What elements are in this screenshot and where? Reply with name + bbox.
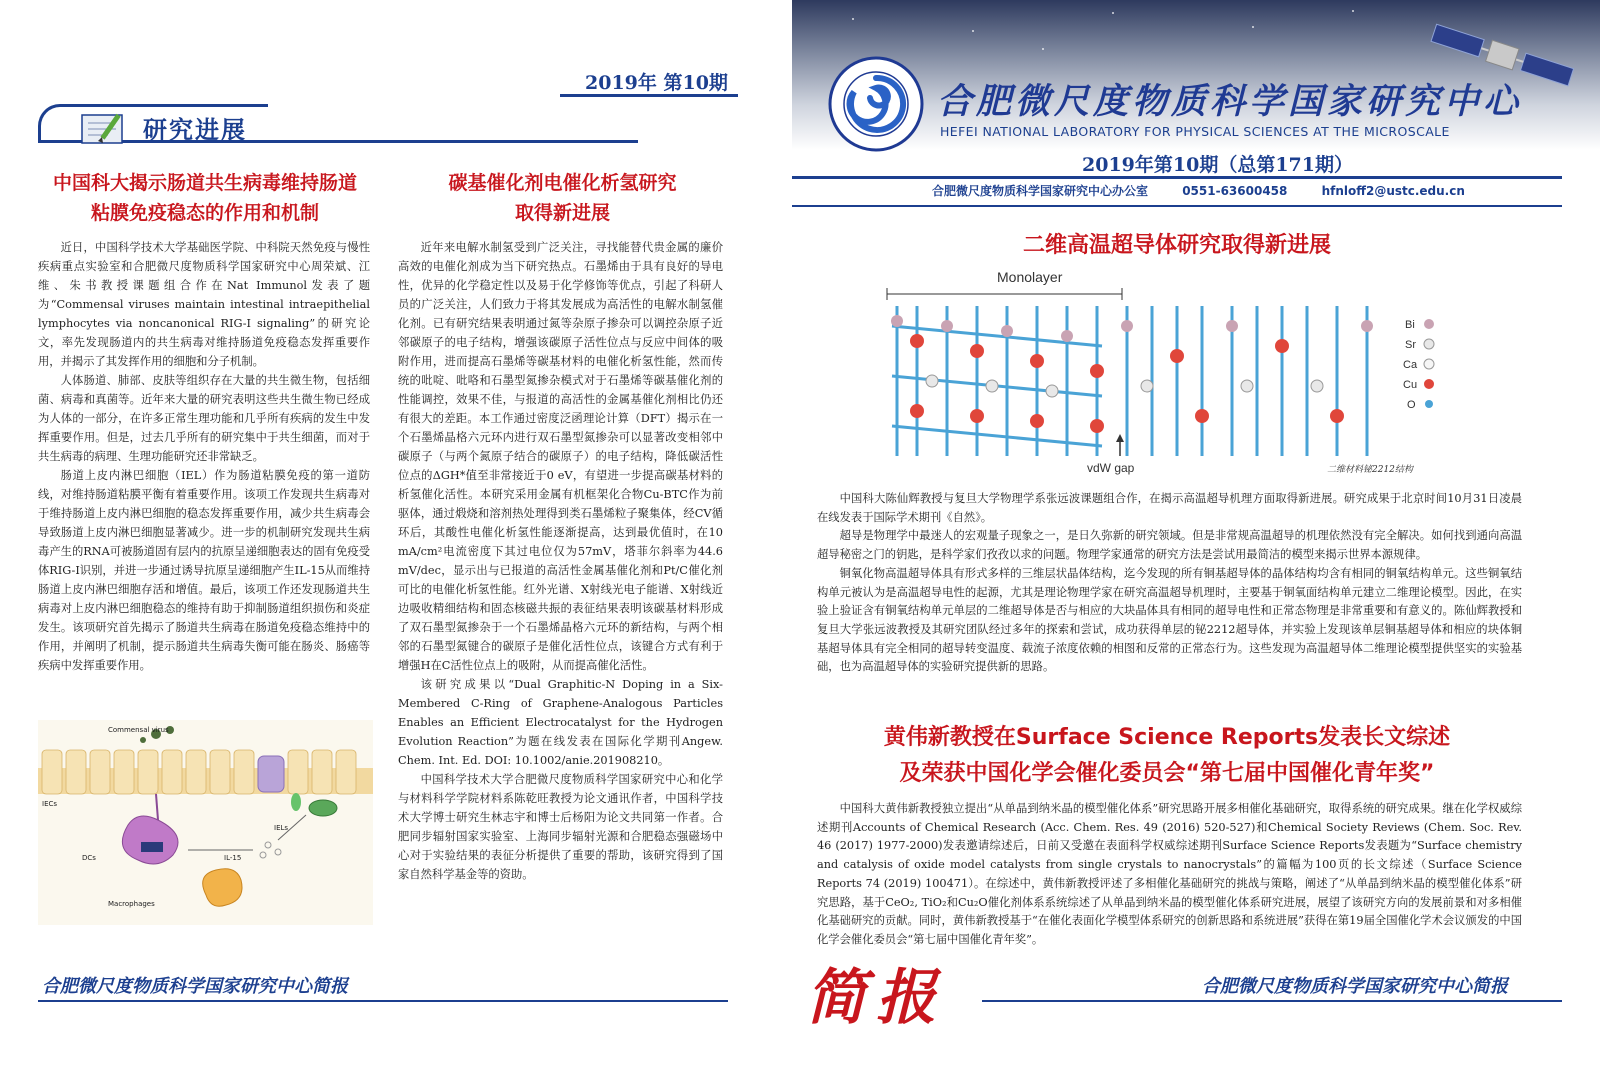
figure-label: Macrophages: [108, 900, 155, 908]
paragraph: 中国科大陈仙辉教授与复旦大学物理学系张远波课题组合作，在揭示高温超导机理方面取得新进展。研究成果于北京时间10月31日凌晨在线发表于国际学术期刊《自然》。: [817, 492, 1522, 524]
header-rule: [792, 205, 1562, 207]
article-title: 二维高温超导体研究取得新进展: [1022, 233, 1331, 258]
issue-rule: [560, 94, 738, 97]
email-address: hfnloff2@ustc.edu.cn: [1321, 184, 1465, 198]
title-line: 碳基催化剂电催化析氢研究: [448, 172, 677, 194]
legend-label: Bi: [1405, 319, 1415, 331]
article-body: [817, 490, 1522, 677]
legend-label: Sr: [1405, 339, 1416, 351]
legend-label: O: [1407, 399, 1416, 411]
gut-immunity-figure: [38, 720, 373, 925]
masthead: [792, 0, 1600, 150]
figure-label: IECs: [42, 800, 58, 808]
paragraph: 铜氧化物高温超导体具有形式多样的三维层状晶体结构，迄今发现的所有铜基超导体的晶体结构均含有相同的铜氧结构单元。这些铜氧结构单元被认为是高温超导电性的起源，尤其是理论物理学家在研究高温超导机理时，主要基于铜氧面结构单元建立二维理论模型。因此，在实验上验证含有铜氧结构单元单层的二维超导体是否与相应的大块晶体具有相同的超导电性和正常态物理是非常重要和有意义的。陈仙辉教授和复旦大学张远波教授及其研究团队经过多年的探索和尝试，成功获得单层的铋2212超导体，并实验上发现该单层铜基超导体和相应的块体铜基超导体具有完全相同的超导转变温度、载流子浓度依赖的相图和反常的正常态行为。这些发现为高温超导体二维理论模型提供坚实的实验基础，也为高温超导体的实验研究提供新的思路。: [817, 566, 1522, 674]
section-title: 研究进展: [143, 116, 247, 144]
title-line: 黄伟新教授在Surface Science Reports发表长文综述: [883, 725, 1451, 750]
brand-mark: 简报: [806, 963, 946, 1033]
office-name: 合肥微尺度物质科学国家研究中心办公室: [932, 184, 1149, 198]
page-gutter: [760, 0, 792, 1085]
paragraph: 该研究成果以“Dual Graphitic-N Doping in a Six-Membered C-Ring of Graphene-Analogous Particles Enables an Efficient Electrocatalyst for the Hydrogen Evolution Reaction”为题在线发表在国际化学期刊Angew. Chem. Int. Ed. DOI: 10.1002/anie.201908210。: [398, 678, 723, 767]
paragraph: 中国科学技术大学合肥微尺度物质科学国家研究中心和化学与材料科学学院材料系陈乾旺教授为论文通讯作者，中国科学技术大学博士研究生林志宇和博士后杨阳为论文共同第一作者。合肥同步辐射国家实验室、上海同步辐射光源和合肥稳态强磁场中心对于实验结果的表征分析提供了重要的帮助，该研究得到了国家自然科学基金等的资助。: [398, 773, 723, 881]
legend-label: Cu: [1403, 379, 1418, 391]
footer-rule: [38, 1000, 728, 1002]
lab-logo-icon: [828, 56, 924, 152]
lab-name-cn: 合肥微尺度物质科学国家研究中心: [937, 81, 1523, 122]
article-title: [395, 168, 730, 228]
issue-number: 2019年第10期（总第171期）: [1082, 154, 1353, 176]
footer-title: 合肥微尺度物质科学国家研究中心简报: [1202, 976, 1508, 997]
lattice-block: [892, 306, 1102, 456]
issue-number: 2019年 第10期: [585, 72, 728, 94]
footer-rule: [982, 1000, 1562, 1002]
notebook-pencil-icon: [78, 109, 134, 147]
paragraph: 近日，中国科学技术大学基础医学院、中科院天然免疫与慢性疾病重点实验室和合肥微尺度物质科学国家研究中心周荣斌、江维、朱书教授课题组合作在Nat Immunol发表了题为“Commensal viruses maintain intestinal intraepithelial lymphocytes via noncanonical RIG-I signaling”的研究论文，率先发现肠道内的共生病毒对维持肠道免疫稳态发挥重要作用，并揭示了其发挥作用的细胞和分子机制。: [38, 241, 370, 368]
title-line: 中国科大揭示肠道共生病毒维持肠道: [52, 172, 357, 194]
figure-caption: 二维材料铋2212结构: [1327, 465, 1413, 475]
sr-atoms: [926, 375, 1323, 397]
paragraph: 肠道上皮内淋巴细胞（IEL）作为肠道粘膜免疫的第一道防线，对维持肠道粘膜平衡有着重要作用。该项工作发现共生病毒对于维持肠道上皮内淋巴细胞的稳态发挥重要作用，减少共生病毒会导致肠道上皮内淋巴细胞显著减少。进一步的机制研究发现共生病毒产生的RNA可被肠道固有层内的抗原呈递细胞表达的固有免疫受体RIG-I识别，并进一步通过诱导抗原呈递细胞产生IL-15从而维持肠道上皮内淋巴细胞存活和增值。最后，该项工作还发现肠道共生病毒对上皮内淋巴细胞稳态的维持有助于抑制肠道组织损伤和炎症发生。该项研究首先揭示了肠道共生病毒在肠道免疫稳态维持中的作用，并阐明了机制，提示肠道共生病毒失衡可能在肠炎、肠癌等疾病中发挥重要作用。: [38, 469, 370, 672]
figure-label: Commensal virus: [108, 726, 169, 734]
bi-atoms: [891, 315, 1373, 342]
article-body: [398, 238, 723, 884]
contact-line: [932, 182, 1495, 199]
paragraph: 近年来电解水制氢受到广泛关注，寻找能替代贵金属的廉价高效的电催化剂成为当下研究热点。石墨烯由于具有良好的导电性，优异的化学稳定性以及易于化学修饰等优点，引起了科研人员的广泛关注，人们致力于将其发展成为高活性的电解水制氢催化剂。已有研究结果表明通过氮等杂原子掺杂可以调控杂原子近邻碳原子的电子结构，增强该碳原子活性位点与反应中间体的吸附作用，进而提高石墨烯等碳基材料的电催化析氢性能，然而传统的吡啶、吡咯和石墨型氮掺杂模式对于石墨烯等碳基催化剂的性能调控，效果不佳，与报道的高活性的金属基催化剂相比仍还有很大的差距。本工作通过密度泛函理论计算（DFT）揭示在一个石墨烯晶格六元环内进行双石墨型氮掺杂可以显著改变相邻中碳原子（与两个氮原子结合的碳原子）的电子结构，降低碳活性位点的ΔGH*值至非常接近于0 eV，有望进一步提高碳基材料的析氢催化活性。本研究采用金属有机框架化合物Cu-BTC作为前驱体，通过煅烧和溶剂热处理得到类石墨烯粒子聚集体，经CV循环后，其酸性电催化析氢性能逐渐提高，达到最优值时，在10 mA/cm²电流密度下其过电位仅为57mV，塔菲尔斜率为44.6 mV/dec，显示出与已报道的高活性金属基催化剂和Pt/C催化剂可比的电催化析氢性能。红外光谱、X射线光电子能谱、X射线近边吸收精细结构和固态核磁共振的表征结果表明该碳基材料形成了双石墨型氮掺杂于一个石墨烯晶格六元环的新结构，与两个相邻的石墨型氮键合的碳原子是催化活性位点，该键合方式有利于增强H在C活性位点上的吸附，从而提高催化活性。: [398, 241, 723, 672]
article-title: [792, 720, 1542, 792]
article-body: [817, 800, 1522, 950]
crystal-structure-figure: [877, 266, 1437, 481]
figure-label: IL-15: [224, 854, 242, 862]
article-title: [30, 168, 380, 228]
figure-label: Monolayer: [997, 269, 1063, 285]
left-page: [0, 0, 760, 1085]
paragraph: 人体肠道、肺部、皮肤等组织存在大量的共生微生物，包括细菌、病毒和真菌等。近年来大量的研究表明这些共生微生物已经成为人体的一部分，在许多正常生理功能和几乎所有疾病的发生中发挥重要作用。但是，过去几乎所有的研究集中于共生细菌，而对于共生病毒的病理、生理功能研究还非常缺乏。: [38, 374, 370, 463]
paragraph: 中国科大黄伟新教授独立提出“从单晶到纳米晶的模型催化体系”研究思路开展多相催化基础研究，取得系统的研究成果。继在化学权威综述期刊Accounts of Chemical Research (Acc. Chem. Res. 49 (2016) 520-527)和Chemical Society Reviews (Chem. Soc. Rev. 46 (2017) 1977-2000)发表邀请综述后，日前又受邀在表面科学权威综述期刊Surface Science Reports发表题为“Surface chemistry and catalysis of oxide model catalysts from single crystals to nanocrystals”的篇幅为100页的长文综述（Surface Science Reports 74 (2019) 100471）。在综述中，黄伟新教授评述了多相催化基础研究的挑战与策略，阐述了“从单晶到纳米晶的模型催化体系”研究思路，基于CeO₂, TiO₂和Cu₂O催化剂体系系统综述了从单晶到纳米晶的模型催化体系研究进展，展望了该研究方向的发展前景和对多相催化基础研究的贡献。同时，黄伟新教授基于“在催化表面化学模型体系研究的创新思路和系统进展”获得在第19届全国催化学术会议颁发的中国化学会催化委员会“第七届中国催化青年奖”。: [817, 802, 1522, 946]
paragraph: 超导是物理学中最迷人的宏观量子现象之一，是日久弥新的研究领域。但是非常规高温超导的机理依然没有完全解决。如何找到通向高温超导秘密之门的钥匙，是科学家们孜孜以求的问题。物理学家通常的研究方法是尝试用最简洁的模型来揭示世界本源规律。: [817, 529, 1522, 562]
article-body: [38, 238, 370, 675]
figure-label: IELs: [274, 824, 289, 832]
figure-label: vdW gap: [1087, 461, 1135, 475]
section-header: [38, 104, 638, 148]
legend-label: Ca: [1403, 359, 1418, 371]
title-line: 及荣获中国化学会催化委员会“第七届中国催化青年奖”: [899, 761, 1435, 786]
title-line: 取得新进展: [514, 202, 610, 224]
phone-number: 0551-63600458: [1182, 184, 1288, 198]
lab-name-en: HEFEI NATIONAL LABORATORY FOR PHYSICAL SCIENCES AT THE MICROSCALE: [940, 124, 1450, 139]
header-rule: [792, 176, 1562, 179]
title-line: 粘膜免疫稳态的作用和机制: [90, 202, 319, 224]
atom-legend: [1403, 319, 1434, 411]
right-page: [792, 0, 1600, 1085]
figure-label: DCs: [82, 854, 96, 862]
footer-title: 合肥微尺度物质科学国家研究中心简报: [42, 976, 348, 997]
